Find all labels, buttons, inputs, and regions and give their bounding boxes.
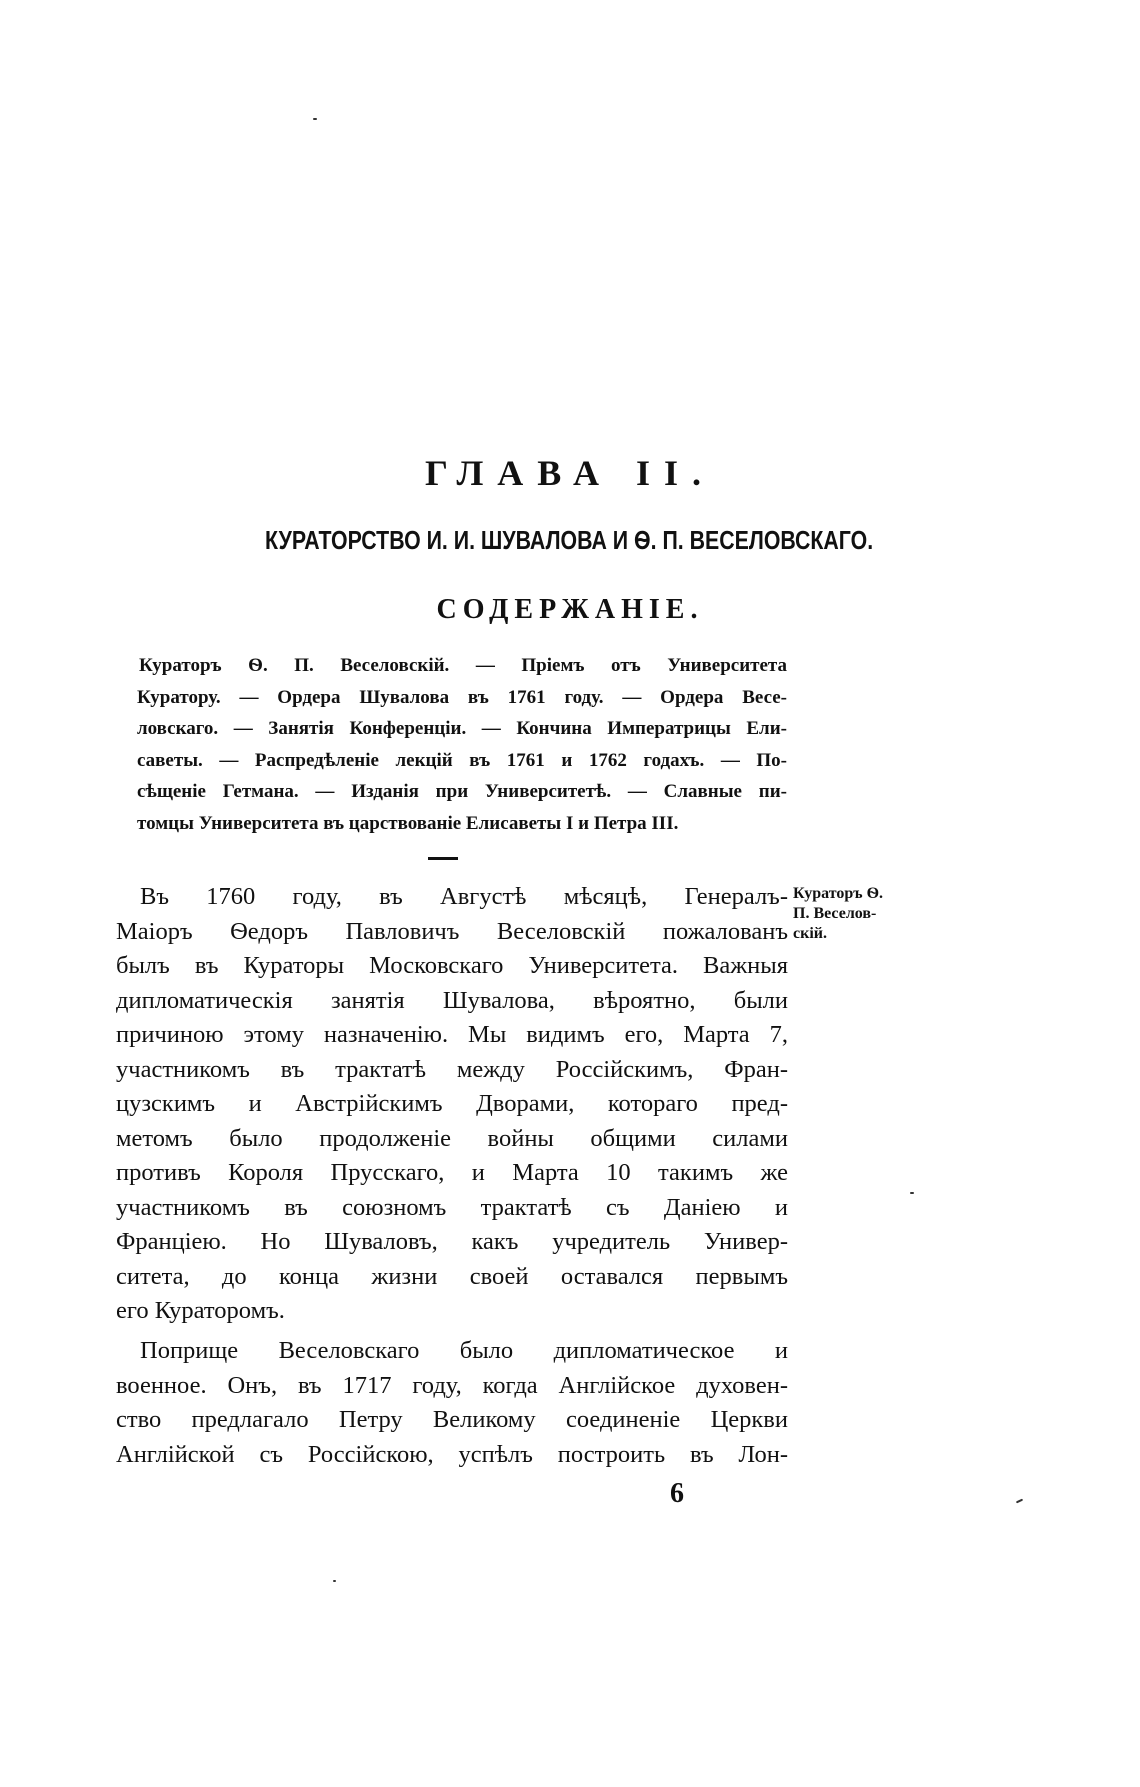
margin-note-line: Кураторъ Ѳ. <box>793 885 884 902</box>
body-line: Франціею. Но Шуваловъ, какъ учредитель Универ- <box>116 1228 788 1255</box>
body-line: Поприще Веселовскаго было дипломатическое и <box>140 1337 788 1364</box>
summary-line: Кураторъ Ѳ. П. Веселовскій. — Пріемъ отъ Университета <box>139 655 787 676</box>
body-line: его Кураторомъ. <box>116 1297 285 1324</box>
margin-note-line: П. Веселов- <box>793 905 877 922</box>
body-line: участникомъ въ союзномъ трактатѣ съ Даніею и <box>116 1193 788 1221</box>
body-line: Маіоръ Ѳедоръ Павловичъ Веселовскій пожалованъ <box>116 917 788 945</box>
summary-line: Куратору. — Ордера Шувалова въ 1761 году. — Ордера Весе- <box>137 686 787 708</box>
scan-speck <box>910 1192 914 1194</box>
margin-note-line: скій. <box>793 925 827 942</box>
section-divider <box>428 857 458 860</box>
body-line: ситета, до конца жизни своей оставался первымъ <box>116 1262 788 1290</box>
body-line: военное. Онъ, въ 1717 году, когда Англійское духовен- <box>116 1371 788 1399</box>
body-line: причиною этому назначенію. Мы видимъ его, Марта 7, <box>116 1021 788 1048</box>
summary-line: сѣщеніе Гетмана. — Изданія при Университетѣ. — Славные пи- <box>137 781 787 802</box>
contents-heading: СОДЕРЖАНІЕ. <box>436 594 704 625</box>
body-line: Въ 1760 году, въ Августѣ мѣсяцѣ, Генералъ- <box>140 883 788 910</box>
summary-line: саветы. — Распредѣленіе лекцій въ 1761 и 1762 годахъ. — По- <box>137 749 787 771</box>
body-paragraph-2 <box>116 1334 788 1472</box>
chapter-subtitle: КУРАТОРСТВО И. И. ШУВАЛОВА И Ѳ. П. ВЕСЕЛОВСКАГО. <box>265 525 874 555</box>
margin-note <box>793 884 913 944</box>
body-line: противъ Короля Прусскаго, и Марта 10 такимъ же <box>116 1159 788 1186</box>
page-number: 6 <box>670 1478 684 1509</box>
body-line: цузскимъ и Австрійскимъ Дворами, котораго пред- <box>116 1090 788 1117</box>
body-line: Англійской съ Россійскою, успѣлъ построить въ Лон- <box>116 1440 788 1468</box>
scan-speck <box>313 118 317 120</box>
body-line: дипломатическія занятія Шувалова, вѣроятно, были <box>116 986 788 1014</box>
summary-line: томцы Университета въ царствованіе Елисаветы I и Петра III. <box>137 812 679 834</box>
summary-line: ловскаго. — Занятія Конференціи. — Кончина Императрицы Ели- <box>137 718 787 739</box>
body-line: ство предлагало Петру Великому соединеніе Церкви <box>116 1406 788 1433</box>
body-paragraph-1 <box>116 880 788 1329</box>
body-line: былъ въ Кураторы Московскаго Университета. Важныя <box>116 952 788 979</box>
body-line: метомъ было продолженіе войны общими силами <box>116 1124 788 1152</box>
scan-speck <box>1016 1499 1023 1504</box>
chapter-title: ГЛАВА II. <box>424 453 716 493</box>
body-line: участникомъ въ трактатѣ между Россійскимъ, Фран- <box>116 1055 788 1083</box>
chapter-summary <box>137 650 787 839</box>
scan-speck <box>333 1580 336 1582</box>
